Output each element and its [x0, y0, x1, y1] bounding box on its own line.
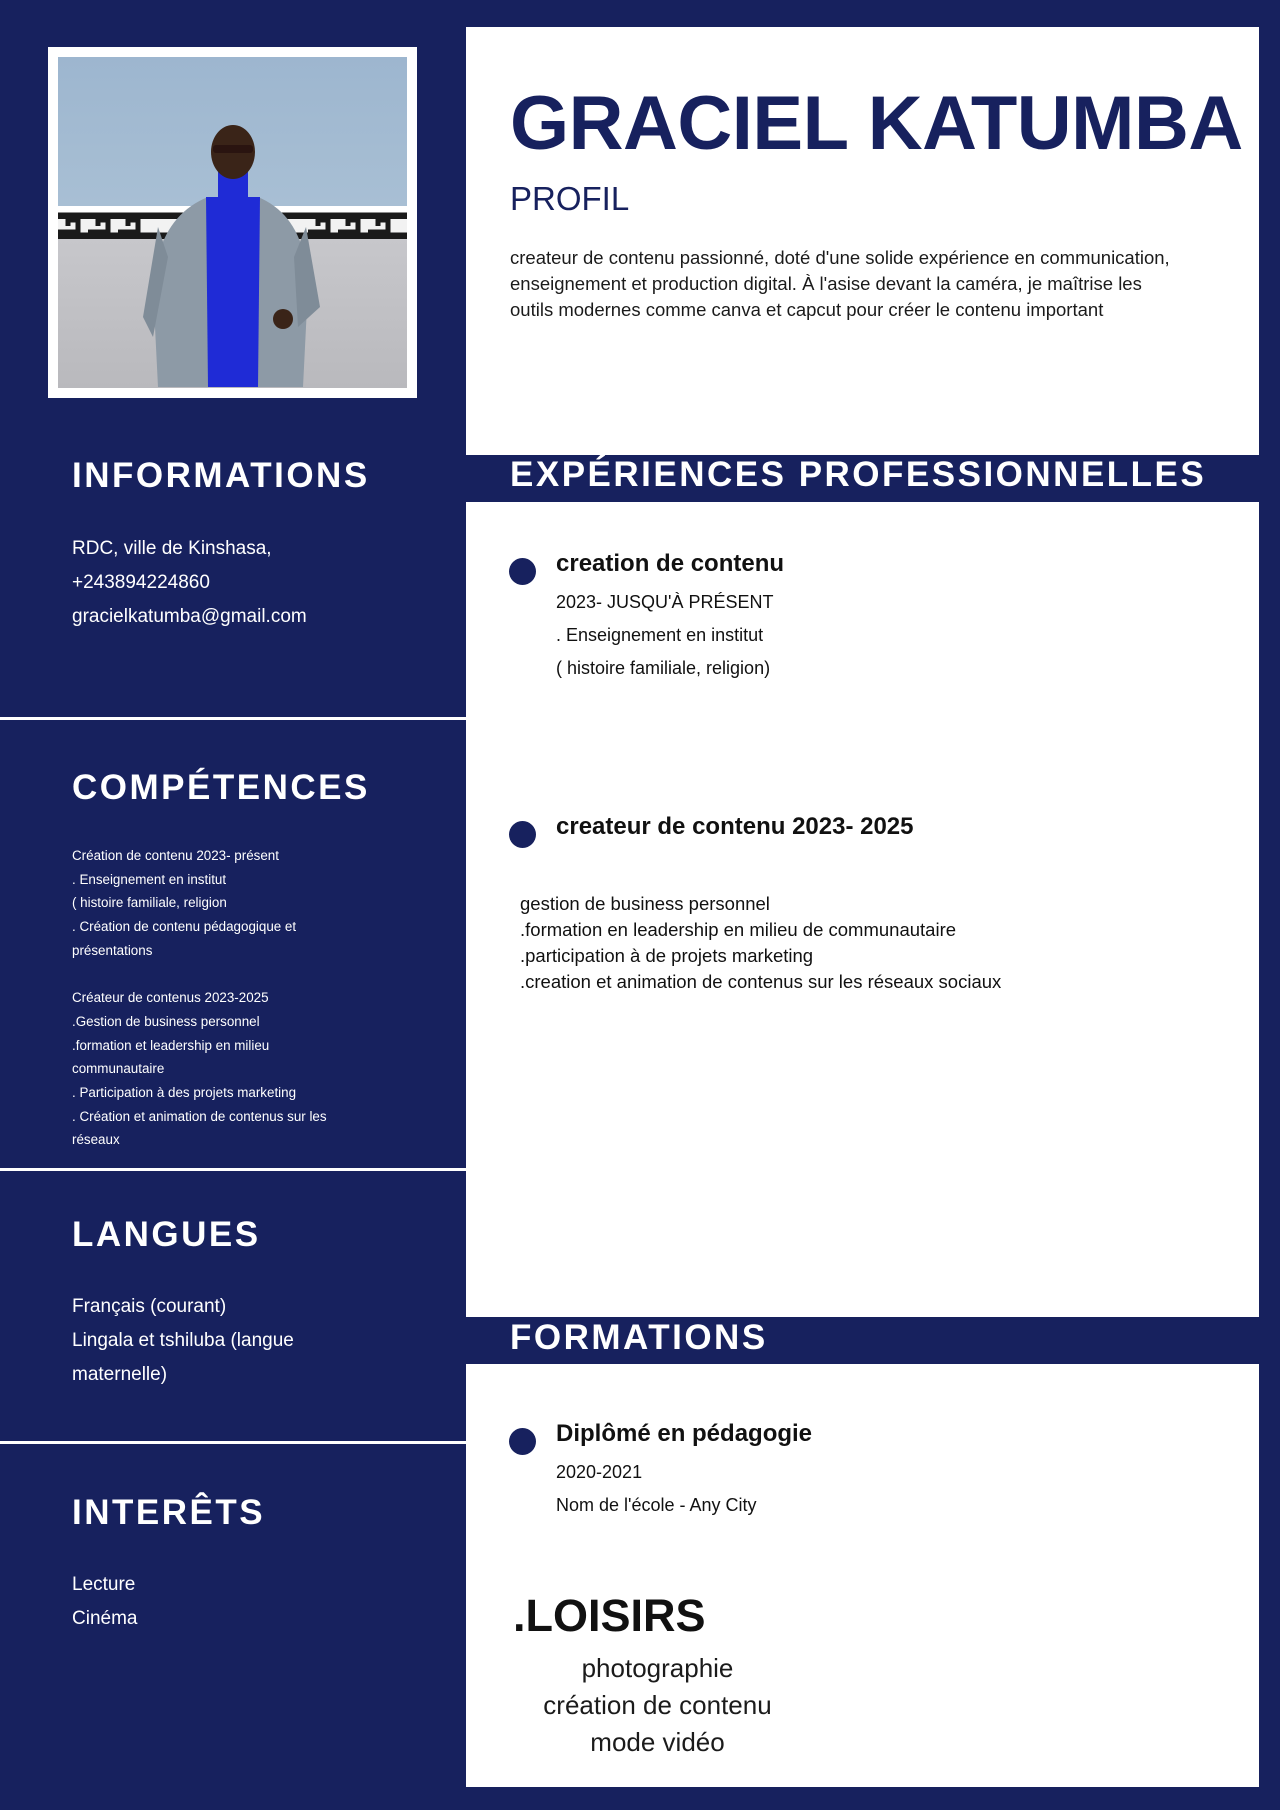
langues-list — [72, 1290, 342, 1392]
interet-item: Cinéma — [72, 1608, 138, 1629]
circle-bullet-icon — [509, 821, 536, 848]
job-title: creation de contenu — [556, 550, 785, 577]
job-period: 2023- JUSQU'À PRÉSENT — [556, 592, 774, 612]
profile-photo — [58, 57, 407, 388]
experiences-heading: EXPÉRIENCES PROFESSIONNELLES — [510, 455, 1207, 494]
competences-text: Création de contenu 2023- présent . Enseignement en institut ( histoire familiale, religion . Création de contenu pédagogique et présentations Créateur de contenus 2023-2025 .Gestion de business personnel .formation et leadership en milieu communautaire . Participation à des projets marketing . Création et animation de contenus sur les réseaux — [72, 848, 327, 1148]
langue-item: Français (courant) — [72, 1296, 227, 1317]
contact-email: gracielkatumba@gmail.com — [72, 606, 307, 627]
loisirs-item: photographie — [581, 1653, 734, 1683]
formation-title: Diplômé en pédagogie — [556, 1420, 813, 1447]
job-title: createur de contenu 2023- 2025 — [556, 813, 914, 840]
formation-period: 2020-2021 — [556, 1462, 643, 1482]
loisirs-item: création de contenu — [543, 1690, 772, 1720]
langue-item: Lingala et tshiluba (langue maternelle) — [72, 1330, 294, 1385]
interet-item: Lecture — [72, 1574, 136, 1595]
interets-list — [72, 1568, 137, 1636]
langues-heading: LANGUES — [72, 1215, 261, 1254]
job-description: gestion de business personnel .formation en leadership en milieu de communautaire .participation à de projets marketing .creation et animation de contenus sur les réseaux sociaux — [520, 893, 1002, 992]
formations-heading: FORMATIONS — [510, 1318, 768, 1357]
divider — [0, 717, 466, 720]
interets-heading: INTERÊTS — [72, 1493, 266, 1532]
circle-bullet-icon — [509, 558, 536, 585]
informations-heading: INFORMATIONS — [72, 456, 370, 495]
contact-phone: +243894224860 — [72, 572, 210, 593]
divider — [0, 1168, 466, 1171]
contact-location: RDC, ville de Kinshasa, — [72, 538, 272, 559]
loisirs-item: mode vidéo — [590, 1727, 725, 1757]
circle-bullet-icon — [509, 1428, 536, 1455]
profile-photo-frame — [48, 47, 417, 398]
formation-school: Nom de l'école - Any City — [556, 1495, 757, 1515]
divider — [0, 1441, 466, 1444]
loisirs-list — [510, 1650, 805, 1761]
job-description: . Enseignement en institut ( histoire familiale, religion) — [556, 625, 771, 678]
profile-title: PROFIL — [510, 180, 630, 217]
person-illustration — [58, 57, 407, 388]
loisirs-heading: .LOISIRS — [513, 1590, 706, 1641]
full-name: GRACIEL KATUMBA — [510, 81, 1243, 166]
profile-text: createur de contenu passionné, doté d'une solide expérience en communication, enseignement et production digital. À l'asise devant la caméra, je maîtrise les outils modernes comme canva et capcut pour créer le contenu important — [510, 247, 1170, 320]
competences-heading: COMPÉTENCES — [72, 768, 370, 807]
